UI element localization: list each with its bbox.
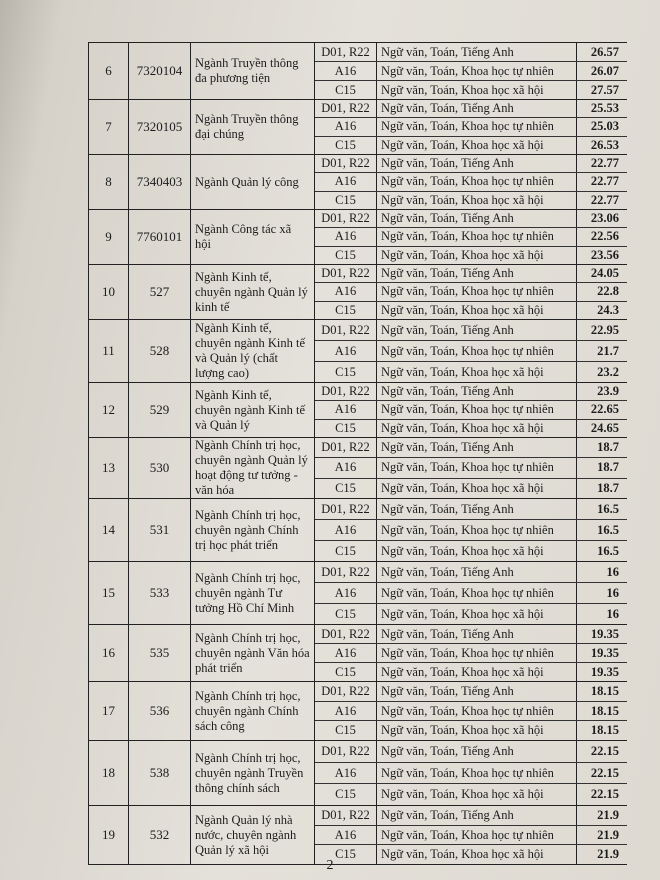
combination-subjects: Ngữ văn, Toán, Khoa học tự nhiên [377,644,577,662]
combination-row [315,81,627,99]
combination-code: D01, R22 [315,210,377,227]
cutoff-score: 19.35 [590,626,619,641]
combination-code: D01, R22 [315,741,377,762]
row-major-code: 538 [129,741,191,805]
row-major-code: 535 [129,625,191,681]
subject-combinations [315,499,627,561]
table-row [89,562,627,625]
cutoff-score: 22.65 [590,402,619,417]
subject-combinations [315,100,627,154]
table-row [89,438,627,499]
cutoff-score: 21.9 [597,827,619,842]
row-major-code: 531 [129,499,191,561]
table-row [89,806,627,865]
combination-row [315,118,627,136]
cutoff-score: 21.9 [597,847,619,862]
combination-row [315,604,627,624]
combination-row [315,320,627,341]
combination-code: D01, R22 [315,383,377,400]
combination-row [315,155,627,173]
cutoff-score: 21.7 [597,343,619,358]
combination-code: C15 [315,541,377,561]
cutoff-score: 26.07 [590,63,619,78]
cutoff-score: 22.15 [590,743,619,758]
combination-code: D01, R22 [315,43,377,61]
row-major-name: Ngành Quản lý nhà nước, chuyên ngành Quản lý xã hội [191,806,315,864]
combination-row [315,625,627,644]
cutoff-score: 19.35 [590,645,619,660]
row-major-name: Ngành Chính trị học, chuyên ngành Truyền thông chính sách [191,741,315,805]
row-major-name: Ngành Công tác xã hội [191,210,315,264]
combination-subjects: Ngữ văn, Toán, Khoa học xã hội [377,362,577,382]
combination-code: A16 [315,763,377,784]
combination-subjects: Ngữ văn, Toán, Tiếng Anh [377,155,577,172]
row-stt: 11 [89,320,129,382]
combination-row [315,826,627,846]
cutoff-score: 16 [606,606,619,621]
combination-code: C15 [315,845,377,864]
combination-code: C15 [315,192,377,209]
combination-subjects: Ngữ văn, Toán, Tiếng Anh [377,682,577,701]
cutoff-score: 16.5 [597,543,619,558]
table-row [89,265,627,320]
row-major-code: 7340403 [129,155,191,209]
combination-subjects: Ngữ văn, Toán, Khoa học tự nhiên [377,62,577,80]
combination-code: D01, R22 [315,265,377,282]
combination-subjects: Ngữ văn, Toán, Tiếng Anh [377,438,577,457]
cutoff-score: 22.77 [590,192,619,207]
combination-code: D01, R22 [315,320,377,340]
combination-row [315,458,627,478]
combination-row [315,383,627,401]
row-stt: 7 [89,100,129,154]
row-stt: 13 [89,438,129,498]
combination-subjects: Ngữ văn, Toán, Tiếng Anh [377,320,577,340]
combination-row [315,806,627,826]
cutoff-score: 23.06 [590,211,619,226]
cutoff-score: 16.5 [597,522,619,537]
row-major-code: 532 [129,806,191,864]
row-major-name: Ngành Kinh tế, chuyên ngành Kinh tế và Quản lý (chất lượng cao) [191,320,315,382]
combination-row [315,663,627,681]
combination-row [315,228,627,246]
row-stt: 18 [89,741,129,805]
combination-code: A16 [315,228,377,245]
subject-combinations [315,320,627,382]
row-major-code: 528 [129,320,191,382]
combination-code: D01, R22 [315,155,377,172]
combination-row [315,247,627,264]
combination-row [315,341,627,362]
table-row [89,100,627,155]
cutoff-score: 18.7 [597,460,619,475]
row-stt: 14 [89,499,129,561]
combination-subjects: Ngữ văn, Toán, Khoa học xã hội [377,845,577,864]
combination-subjects: Ngữ văn, Toán, Khoa học tự nhiên [377,341,577,361]
combination-subjects: Ngữ văn, Toán, Khoa học tự nhiên [377,702,577,721]
cutoff-score: 23.56 [590,247,619,262]
combination-subjects: Ngữ văn, Toán, Tiếng Anh [377,625,577,643]
subject-combinations [315,806,627,864]
combination-code: D01, R22 [315,682,377,701]
table-row [89,625,627,682]
combination-row [315,43,627,62]
combination-subjects: Ngữ văn, Toán, Khoa học tự nhiên [377,401,577,418]
subject-combinations [315,43,627,99]
table-row [89,383,627,438]
combination-code: C15 [315,302,377,319]
combination-code: A16 [315,702,377,721]
combination-subjects: Ngữ văn, Toán, Khoa học tự nhiên [377,583,577,603]
row-major-name: Ngành Chính trị học, chuyên ngành Tư tưởng Hồ Chí Minh [191,562,315,624]
combination-subjects: Ngữ văn, Toán, Tiếng Anh [377,806,577,825]
cutoff-score: 22.8 [597,284,619,299]
combination-code: A16 [315,520,377,540]
row-stt: 15 [89,562,129,624]
cutoff-score: 16 [606,564,619,579]
table-row [89,43,627,100]
row-stt: 9 [89,210,129,264]
row-major-code: 529 [129,383,191,437]
admission-score-table [88,42,627,865]
cutoff-score: 21.9 [597,807,619,822]
combination-code: D01, R22 [315,499,377,519]
row-stt: 16 [89,625,129,681]
combination-row [315,62,627,81]
combination-row [315,210,627,228]
table-row [89,741,627,806]
combination-row [315,702,627,722]
combination-subjects: Ngữ văn, Toán, Khoa học xã hội [377,247,577,264]
row-major-name: Ngành Kinh tế, chuyên ngành Kinh tế và Quản lý [191,383,315,437]
row-major-name: Ngành Truyền thông đa phương tiện [191,43,315,99]
cutoff-score: 22.95 [590,322,619,337]
combination-code: C15 [315,663,377,681]
combination-subjects: Ngữ văn, Toán, Khoa học tự nhiên [377,118,577,135]
row-stt: 19 [89,806,129,864]
row-major-name: Ngành Kinh tế, chuyên ngành Quản lý kinh tế [191,265,315,319]
combination-row [315,741,627,763]
combination-subjects: Ngữ văn, Toán, Khoa học xã hội [377,192,577,209]
combination-row [315,265,627,283]
combination-code: A16 [315,341,377,361]
cutoff-score: 27.57 [590,82,619,97]
combination-code: C15 [315,721,377,740]
row-major-code: 7760101 [129,210,191,264]
cutoff-score: 26.57 [590,44,619,59]
row-major-name: Ngành Chính trị học, chuyên ngành Văn hóa phát triển [191,625,315,681]
row-stt: 10 [89,265,129,319]
combination-subjects: Ngữ văn, Toán, Khoa học xã hội [377,663,577,681]
row-major-code: 536 [129,682,191,740]
combination-code: A16 [315,583,377,603]
row-major-code: 533 [129,562,191,624]
subject-combinations [315,562,627,624]
cutoff-score: 19.35 [590,664,619,679]
combination-row [315,784,627,805]
combination-code: D01, R22 [315,562,377,582]
combination-code: D01, R22 [315,100,377,117]
combination-subjects: Ngữ văn, Toán, Khoa học xã hội [377,479,577,498]
combination-row [315,499,627,520]
combination-subjects: Ngữ văn, Toán, Khoa học xã hội [377,420,577,437]
combination-code: A16 [315,62,377,80]
combination-subjects: Ngữ văn, Toán, Tiếng Anh [377,265,577,282]
combination-subjects: Ngữ văn, Toán, Khoa học tự nhiên [377,763,577,784]
row-major-code: 7320104 [129,43,191,99]
combination-row [315,420,627,437]
row-major-name: Ngành Chính trị học, chuyên ngành Chính sách công [191,682,315,740]
cutoff-score: 23.9 [597,384,619,399]
cutoff-score: 22.15 [590,787,619,802]
subject-combinations [315,741,627,805]
combination-row [315,520,627,541]
combination-subjects: Ngữ văn, Toán, Khoa học xã hội [377,81,577,99]
cutoff-score: 22.77 [590,174,619,189]
cutoff-score: 25.03 [590,119,619,134]
combination-subjects: Ngữ văn, Toán, Tiếng Anh [377,562,577,582]
combination-code: D01, R22 [315,806,377,825]
row-stt: 6 [89,43,129,99]
combination-subjects: Ngữ văn, Toán, Tiếng Anh [377,43,577,61]
cutoff-score: 25.53 [590,101,619,116]
row-major-name: Ngành Chính trị học, chuyên ngành Quản lý hoạt động tư tưởng - văn hóa [191,438,315,498]
combination-row [315,302,627,319]
cutoff-score: 16.5 [597,501,619,516]
subject-combinations [315,438,627,498]
cutoff-score: 26.53 [590,137,619,152]
combination-subjects: Ngữ văn, Toán, Khoa học tự nhiên [377,520,577,540]
combination-code: C15 [315,247,377,264]
combination-row [315,438,627,458]
combination-code: A16 [315,458,377,477]
cutoff-score: 22.77 [590,156,619,171]
page-number: 2 [326,858,334,873]
cutoff-score: 24.3 [597,302,619,317]
combination-subjects: Ngữ văn, Toán, Tiếng Anh [377,100,577,117]
combination-row [315,137,627,154]
combination-subjects: Ngữ văn, Toán, Khoa học xã hội [377,721,577,740]
combination-subjects: Ngữ văn, Toán, Khoa học tự nhiên [377,228,577,245]
combination-row [315,362,627,382]
combination-row [315,173,627,191]
row-major-name: Ngành Quản lý công [191,155,315,209]
combination-subjects: Ngữ văn, Toán, Tiếng Anh [377,741,577,762]
table-row [89,155,627,210]
combination-code: C15 [315,362,377,382]
table-row [89,682,627,741]
cutoff-score: 18.15 [590,683,619,698]
combination-row [315,541,627,561]
combination-row [315,682,627,702]
row-major-name: Ngành Truyền thông đại chúng [191,100,315,154]
combination-code: C15 [315,479,377,498]
subject-combinations [315,383,627,437]
combination-subjects: Ngữ văn, Toán, Tiếng Anh [377,210,577,227]
combination-row [315,763,627,785]
combination-subjects: Ngữ văn, Toán, Khoa học xã hội [377,784,577,805]
subject-combinations [315,210,627,264]
combination-subjects: Ngữ văn, Toán, Khoa học tự nhiên [377,173,577,190]
combination-code: A16 [315,118,377,135]
subject-combinations [315,265,627,319]
combination-code: C15 [315,604,377,624]
subject-combinations [315,682,627,740]
cutoff-score: 18.15 [590,703,619,718]
cutoff-score: 24.05 [590,266,619,281]
combination-code: C15 [315,784,377,805]
combination-code: C15 [315,420,377,437]
combination-code: D01, R22 [315,438,377,457]
row-major-code: 530 [129,438,191,498]
table-row [89,210,627,265]
combination-row [315,401,627,419]
combination-row [315,100,627,118]
combination-row [315,479,627,498]
combination-code: A16 [315,401,377,418]
combination-code: A16 [315,283,377,300]
combination-row [315,644,627,663]
cutoff-score: 16 [606,585,619,600]
row-stt: 17 [89,682,129,740]
combination-code: D01, R22 [315,625,377,643]
row-major-name: Ngành Chính trị học, chuyên ngành Chính trị học phát triển [191,499,315,561]
row-major-code: 527 [129,265,191,319]
combination-subjects: Ngữ văn, Toán, Khoa học tự nhiên [377,283,577,300]
combination-row [315,192,627,209]
subject-combinations [315,155,627,209]
combination-subjects: Ngữ văn, Toán, Tiếng Anh [377,383,577,400]
cutoff-score: 18.7 [597,480,619,495]
combination-code: A16 [315,644,377,662]
combination-subjects: Ngữ văn, Toán, Khoa học tự nhiên [377,826,577,845]
row-stt: 12 [89,383,129,437]
combination-subjects: Ngữ văn, Toán, Khoa học xã hội [377,541,577,561]
row-stt: 8 [89,155,129,209]
cutoff-score: 24.65 [590,420,619,435]
cutoff-score: 23.2 [597,364,619,379]
combination-subjects: Ngữ văn, Toán, Khoa học xã hội [377,604,577,624]
table-row [89,320,627,383]
combination-subjects: Ngữ văn, Toán, Khoa học xã hội [377,137,577,154]
cutoff-score: 22.56 [590,229,619,244]
combination-code: A16 [315,173,377,190]
combination-code: A16 [315,826,377,845]
row-major-code: 7320105 [129,100,191,154]
combination-subjects: Ngữ văn, Toán, Tiếng Anh [377,499,577,519]
combination-row [315,583,627,604]
cutoff-score: 18.15 [590,723,619,738]
combination-row [315,721,627,740]
combination-code: C15 [315,81,377,99]
combination-row [315,283,627,301]
cutoff-score: 22.15 [590,765,619,780]
combination-code: C15 [315,137,377,154]
subject-combinations [315,625,627,681]
cutoff-score: 18.7 [597,440,619,455]
combination-row [315,562,627,583]
combination-subjects: Ngữ văn, Toán, Khoa học xã hội [377,302,577,319]
combination-subjects: Ngữ văn, Toán, Khoa học tự nhiên [377,458,577,477]
table-row [89,499,627,562]
